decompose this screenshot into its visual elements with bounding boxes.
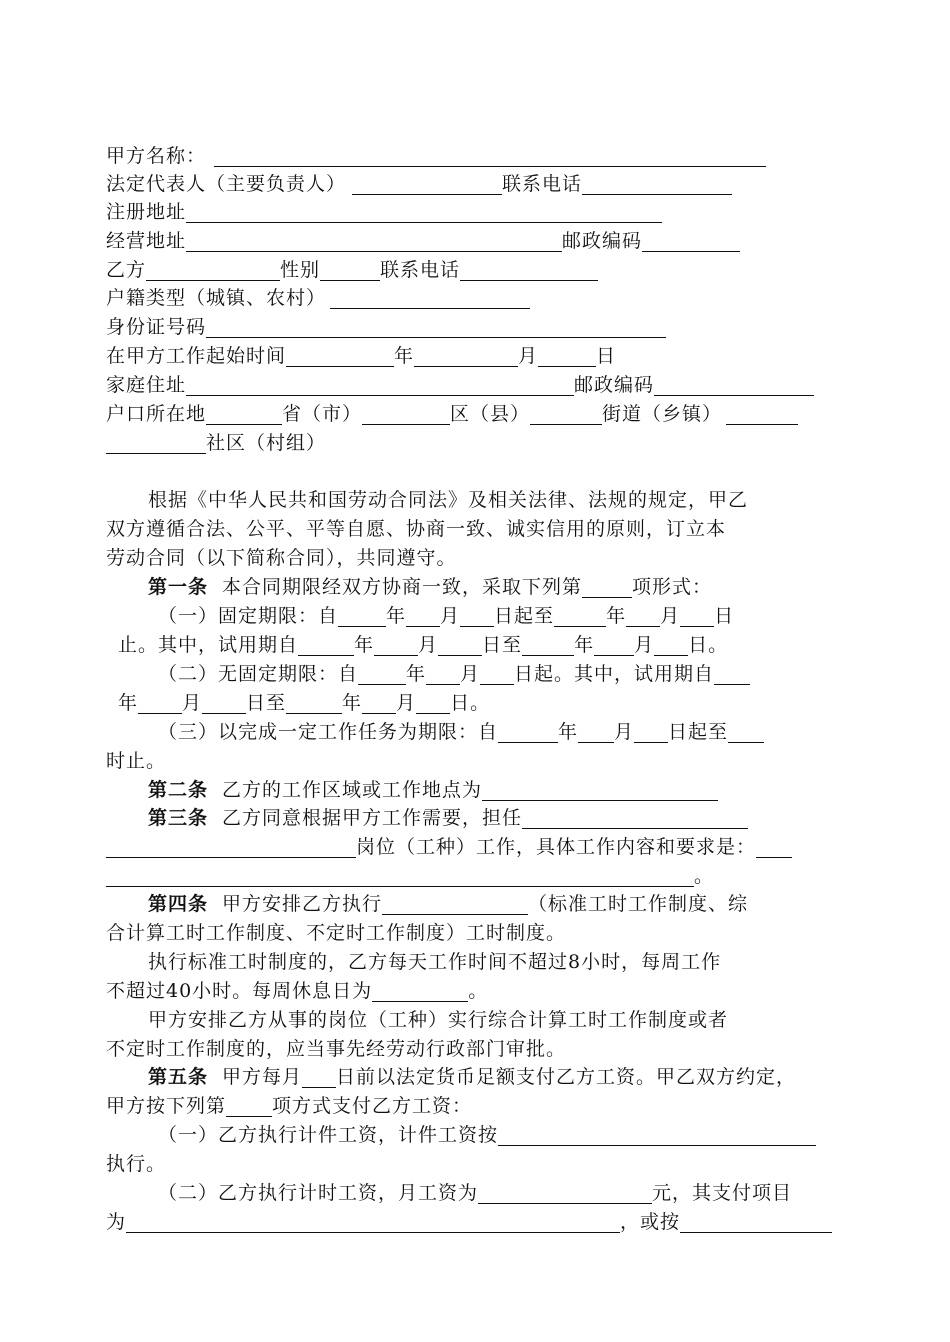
open-probation-to-month[interactable]	[362, 689, 396, 714]
text-month: 月	[614, 721, 635, 743]
preamble-line-2: 双方遵循合法、公平、平等自愿、协商一致、诚实信用的原则，订立本	[106, 518, 727, 540]
article-5-title: 第五条	[148, 1066, 209, 1088]
text-month: 月	[182, 692, 203, 714]
text-year: 年	[558, 721, 579, 743]
pay-method-suffix: 项方式支付乙方工资：	[272, 1095, 473, 1117]
text-year: 年	[342, 692, 363, 714]
community-line	[106, 429, 326, 458]
postal-code-label: 邮政编码	[562, 230, 643, 252]
id-number-line	[106, 313, 666, 342]
postal-code-field[interactable]	[642, 227, 740, 252]
text-year: 年	[354, 634, 375, 656]
fixed-term-line-2	[118, 631, 728, 660]
article-4	[148, 890, 748, 919]
open-probation-month[interactable]	[138, 689, 182, 714]
period-mark: 。	[468, 980, 489, 1002]
standard-hours-line-2	[106, 977, 488, 1006]
preamble-line-3: 劳动合同（以下简称合同），共同遵守。	[106, 547, 457, 569]
party-b-phone-label: 联系电话	[380, 259, 461, 281]
position-field-cont[interactable]	[106, 833, 356, 858]
community-field[interactable]	[106, 429, 206, 454]
standard-hours-line-1: 执行标准工时制度的，乙方每天工作时间不超过8小时，每周工作	[148, 951, 722, 973]
registered-address-field[interactable]	[186, 198, 662, 223]
registered-address-label: 注册地址	[106, 201, 187, 223]
business-address-field[interactable]	[186, 227, 562, 252]
time-wage-suffix: 元，其支付项目	[652, 1182, 793, 1204]
home-postal-field[interactable]	[654, 371, 814, 396]
id-number-label: 身份证号码	[106, 316, 207, 338]
fixed-from-year[interactable]	[338, 602, 386, 627]
pay-items-label: 为	[106, 1211, 127, 1233]
pay-method-field[interactable]	[226, 1092, 272, 1117]
start-time-line	[106, 342, 616, 371]
article-3	[148, 804, 748, 833]
term-type-field[interactable]	[582, 573, 632, 598]
article-4-title: 第四条	[148, 893, 209, 915]
start-year-field[interactable]	[286, 342, 394, 367]
article-4-line-2: 合计算工时工作制度、不定时工作制度）工时制度。	[106, 922, 567, 944]
fixed-to-year[interactable]	[554, 602, 606, 627]
period-mark: 。	[694, 865, 715, 887]
party-a-name-field[interactable]	[214, 142, 766, 167]
text-to: 日至	[246, 692, 287, 714]
open-term-line-1	[158, 660, 750, 689]
text-day: 日	[714, 605, 735, 627]
open-term-label: （二）无固定期限：自	[158, 663, 359, 685]
street-label: 街道（乡镇）	[602, 403, 723, 425]
article-2	[148, 776, 718, 805]
hukou-line	[106, 400, 798, 429]
party-b-label: 乙方	[106, 259, 147, 281]
probation-to-year[interactable]	[522, 631, 574, 656]
legal-rep-field[interactable]	[352, 170, 502, 195]
phone-label: 联系电话	[502, 173, 583, 195]
party-b-line	[106, 256, 598, 285]
district-field[interactable]	[362, 400, 450, 425]
article-5-text-cont: 日前以法定货币足额支付乙方工资。甲乙双方约定，	[336, 1066, 797, 1088]
party-a-name-line	[106, 142, 766, 171]
text-month: 月	[460, 663, 481, 685]
text-day: 日。	[450, 692, 491, 714]
piece-wage-line	[158, 1121, 816, 1150]
month-label: 月	[518, 345, 539, 367]
home-postal-label: 邮政编码	[574, 374, 655, 396]
business-address-line	[106, 227, 740, 256]
piece-wage-line-2: 执行。	[106, 1153, 167, 1175]
open-from-day[interactable]	[480, 660, 514, 685]
text-month: 月	[440, 605, 461, 627]
position-field[interactable]	[522, 804, 748, 829]
article-3-position-text: 岗位（工种）工作，具体工作内容和要求是：	[356, 836, 757, 858]
community-label: 社区（村组）	[206, 432, 327, 454]
province-field[interactable]	[206, 400, 282, 425]
gender-field[interactable]	[320, 256, 380, 281]
task-to-field[interactable]	[728, 718, 764, 743]
open-term-line-2	[118, 689, 490, 718]
pay-method-label: 甲方按下列第	[106, 1095, 227, 1117]
pay-items-field[interactable]	[126, 1208, 620, 1233]
text-year: 年	[606, 605, 627, 627]
household-type-field[interactable]	[330, 284, 530, 309]
start-time-label: 在甲方工作起始时间	[106, 345, 287, 367]
party-a-name-label: 甲方名称：	[106, 145, 207, 167]
open-probation-day[interactable]	[202, 689, 246, 714]
start-month-field[interactable]	[414, 342, 518, 367]
task-term-line-1	[158, 718, 764, 747]
job-requirements-field[interactable]	[756, 833, 792, 858]
comprehensive-hours-line-1: 甲方安排乙方从事的岗位（工种）实行综合计算工时工作制度或者	[148, 1009, 729, 1031]
time-wage-label: （二）乙方执行计时工资，月工资为	[158, 1182, 479, 1204]
piece-wage-field[interactable]	[498, 1121, 816, 1146]
or-by-field[interactable]	[680, 1208, 832, 1233]
text-year: 年	[406, 663, 427, 685]
rest-day-field[interactable]	[372, 977, 468, 1002]
open-probation-label: 日起。其中，试用期自	[514, 663, 715, 685]
fixed-from-month[interactable]	[406, 602, 440, 627]
task-from-year[interactable]	[498, 718, 558, 743]
party-b-field[interactable]	[146, 256, 280, 281]
open-from-month[interactable]	[426, 660, 460, 685]
preamble-line-1: 根据《中华人民共和国劳动合同法》及相关法律、法规的规定，甲乙	[148, 489, 749, 511]
household-type-label: 户籍类型（城镇、农村）	[106, 287, 327, 309]
year-label: 年	[394, 345, 415, 367]
legal-rep-line	[106, 170, 732, 199]
probation-label: 止。其中，试用期自	[118, 634, 299, 656]
probation-to-day[interactable]	[654, 631, 688, 656]
article-5-line-2	[106, 1092, 472, 1121]
text-from-to: 日起至	[494, 605, 555, 627]
home-address-field[interactable]	[186, 371, 574, 396]
time-wage-line-2	[106, 1208, 832, 1237]
article-3-line-2	[106, 833, 792, 862]
text-year: 年	[386, 605, 407, 627]
article-3-text: 乙方同意根据甲方工作需要，担任	[222, 807, 523, 829]
phone-field[interactable]	[582, 170, 732, 195]
article-1-heading	[148, 573, 712, 602]
article-1-text: 本合同期限经双方协商一致，采取下列第	[222, 576, 583, 598]
street-field-2[interactable]	[726, 400, 798, 425]
household-type-line	[106, 284, 530, 313]
article-2-text: 乙方的工作区域或工作地点为	[222, 779, 483, 801]
article-4-text: 甲方安排乙方执行	[222, 893, 383, 915]
text-month: 月	[634, 634, 655, 656]
working-hours-system-field[interactable]	[382, 890, 528, 915]
fixed-to-day[interactable]	[680, 602, 714, 627]
monthly-wage-field[interactable]	[478, 1179, 652, 1204]
fixed-from-day[interactable]	[460, 602, 494, 627]
task-from-day[interactable]	[634, 718, 668, 743]
id-number-field[interactable]	[206, 313, 666, 338]
article-3-title: 第三条	[148, 807, 209, 829]
piece-wage-label: （一）乙方执行计件工资，计件工资按	[158, 1124, 499, 1146]
article-3-line-3	[106, 862, 714, 891]
article-5-text: 甲方每月	[222, 1066, 303, 1088]
district-label: 区（县）	[450, 403, 531, 425]
text-day: 日。	[688, 634, 729, 656]
home-address-label: 家庭住址	[106, 374, 187, 396]
payday-field[interactable]	[302, 1063, 336, 1088]
day-label: 日	[596, 345, 617, 367]
rest-day-label: 不超过40小时。每周休息日为	[106, 980, 373, 1002]
registered-address-line	[106, 198, 662, 227]
term-type-suffix: 项形式：	[632, 576, 713, 598]
job-requirements-field-cont[interactable]	[106, 862, 694, 887]
probation-from-day[interactable]	[438, 631, 482, 656]
article-5	[148, 1063, 796, 1092]
article-1-title: 第一条	[148, 576, 209, 598]
task-term-line-2: 时止。	[106, 750, 167, 772]
text-to: 日至	[482, 634, 523, 656]
text-year: 年	[118, 692, 139, 714]
time-wage-line	[158, 1179, 792, 1208]
probation-from-month[interactable]	[374, 631, 418, 656]
or-by-label: ，或按	[620, 1211, 681, 1233]
work-location-field[interactable]	[482, 776, 718, 801]
text-month: 月	[418, 634, 439, 656]
open-probation-to-year[interactable]	[286, 689, 342, 714]
task-from-month[interactable]	[578, 718, 614, 743]
open-probation-year[interactable]	[714, 660, 750, 685]
task-term-label: （三）以完成一定工作任务为期限：自	[158, 721, 499, 743]
probation-from-year[interactable]	[298, 631, 354, 656]
hukou-label: 户口所在地	[106, 403, 207, 425]
text-month: 月	[660, 605, 681, 627]
province-label: 省（市）	[282, 403, 363, 425]
open-probation-to-day[interactable]	[416, 689, 450, 714]
party-b-phone-field[interactable]	[460, 256, 598, 281]
probation-to-month[interactable]	[594, 631, 634, 656]
home-address-line	[106, 371, 814, 400]
text-month: 月	[396, 692, 417, 714]
text-year: 年	[574, 634, 595, 656]
article-4-options: （标准工时工作制度、综	[528, 893, 749, 915]
fixed-term-line-1	[158, 602, 734, 631]
open-from-year[interactable]	[358, 660, 406, 685]
start-day-field[interactable]	[538, 342, 596, 367]
fixed-term-label: （一）固定期限：自	[158, 605, 339, 627]
street-field[interactable]	[530, 400, 602, 425]
fixed-to-month[interactable]	[626, 602, 660, 627]
text-from-to: 日起至	[668, 721, 729, 743]
comprehensive-hours-line-2: 不定时工作制度的，应当事先经劳动行政部门审批。	[106, 1038, 567, 1060]
gender-label: 性别	[280, 259, 321, 281]
business-address-label: 经营地址	[106, 230, 187, 252]
article-2-title: 第二条	[148, 779, 209, 801]
legal-rep-label: 法定代表人（主要负责人）	[106, 173, 347, 195]
